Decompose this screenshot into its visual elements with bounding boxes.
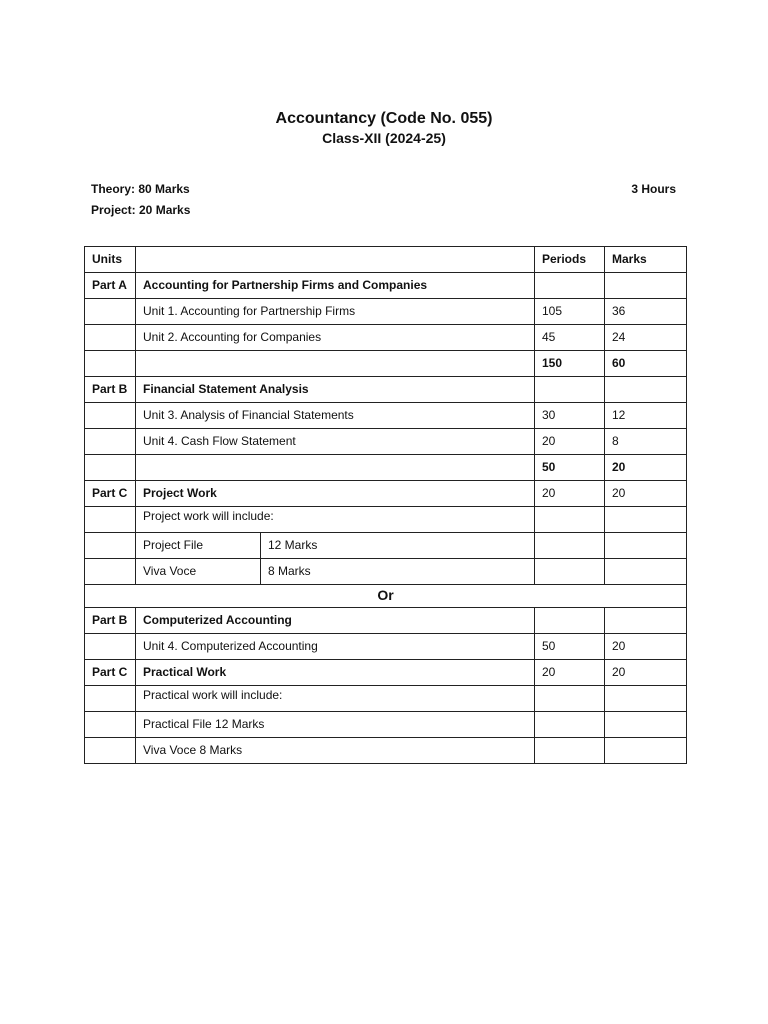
part-label: Part B [85,377,136,403]
or-separator-row [85,585,687,608]
unit-periods: 30 [535,403,605,429]
part-title: Financial Statement Analysis [136,377,535,403]
unit-periods: 105 [535,299,605,325]
unit-marks: 20 [605,660,687,686]
part-label: Part B [85,608,136,634]
unit-periods: 45 [535,325,605,351]
total-marks: 60 [605,351,687,377]
table-row [85,738,687,764]
table-row [85,686,687,712]
table-row-total [85,455,687,481]
total-periods: 50 [535,455,605,481]
project-file-label: Project File [136,533,261,558]
table-row [85,429,687,455]
unit-periods: 20 [535,429,605,455]
table-row [85,634,687,660]
practical-include-text: Practical work will include: [136,686,535,712]
unit-marks: 8 [605,429,687,455]
total-periods: 150 [535,351,605,377]
table-row [85,507,687,533]
unit-marks: 36 [605,299,687,325]
unit-name: Unit 2. Accounting for Companies [136,325,535,351]
table-row [85,299,687,325]
part-title: Practical Work [136,660,535,686]
header-description [136,247,535,273]
syllabus-table [84,246,687,764]
unit-marks: 12 [605,403,687,429]
unit-periods: 50 [535,634,605,660]
project-marks: Project: 20 Marks [91,203,191,217]
or-separator: Or [85,585,687,608]
unit-periods: 20 [535,660,605,686]
theory-marks: Theory: 80 Marks [91,182,190,196]
table-row [85,481,687,507]
unit-name: Unit 4. Computerized Accounting [136,634,535,660]
part-label: Part A [85,273,136,299]
header-marks: Marks [605,247,687,273]
viva-voce-marks: 8 Marks [268,564,311,578]
practical-file-text: Practical File 12 Marks [136,712,535,738]
table-row [85,608,687,634]
part-label: Part C [85,481,136,507]
header-units: Units [85,247,136,273]
table-row [85,533,687,559]
project-file-marks: 12 Marks [268,538,318,552]
project-include-text: Project work will include: [136,507,535,533]
table-row [85,559,687,585]
unit-name: Unit 4. Cash Flow Statement [136,429,535,455]
unit-name: Unit 1. Accounting for Partnership Firms [136,299,535,325]
table-row [85,325,687,351]
table-row [85,712,687,738]
part-title: Accounting for Partnership Firms and Companies [136,273,535,299]
part-title: Computerized Accounting [136,608,535,634]
practical-viva-text: Viva Voce 8 Marks [136,738,535,764]
unit-marks: 24 [605,325,687,351]
table-row [85,403,687,429]
unit-marks: 20 [605,481,687,507]
part-title: Project Work [136,481,535,507]
table-header-row [85,247,687,273]
table-row [85,273,687,299]
unit-marks: 20 [605,634,687,660]
total-marks: 20 [605,455,687,481]
document-title: Accountancy (Code No. 055) [275,110,493,127]
unit-name: Unit 3. Analysis of Financial Statements [136,403,535,429]
table-row [85,660,687,686]
unit-periods: 20 [535,481,605,507]
viva-voce-label: Viva Voce [136,559,261,584]
exam-duration: 3 Hours [631,182,676,196]
table-row [85,377,687,403]
part-label: Part C [85,660,136,686]
header-periods: Periods [535,247,605,273]
table-row-total [85,351,687,377]
document-subtitle: Class-XII (2024-25) [322,130,446,146]
